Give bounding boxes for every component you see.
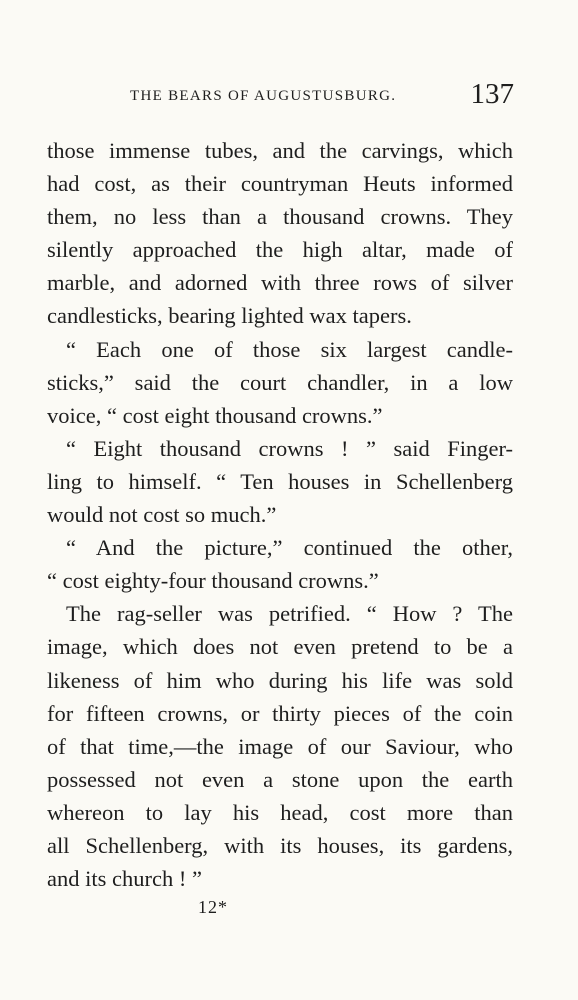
text-line: possessed not even a stone upon the earth [47, 766, 513, 792]
running-head [0, 78, 578, 110]
text-line: ling to himself. “ Ten houses in Schellenberg [47, 468, 513, 494]
text-line: “ And the picture,” continued the other, [66, 535, 513, 561]
text-line: The rag-seller was petrified. “ How ? The [66, 601, 513, 627]
text-line: image, which does not even pretend to be a [47, 634, 513, 660]
text-line: all Schellenberg, with its houses, its gardens, [47, 832, 513, 858]
text-line: sticks,” said the court chandler, in a low [47, 369, 513, 395]
text-line: voice, “ cost eight thousand crowns.” [47, 402, 383, 428]
text-line: had cost, as their countryman Heuts informed [47, 171, 513, 197]
text-line: “ Eight thousand crowns ! ” said Finger- [66, 435, 513, 461]
text-line: marble, and adorned with three rows of silver [47, 270, 513, 296]
text-line: likeness of him who during his life was sold [47, 667, 513, 693]
text-line: silently approached the high altar, made of [47, 237, 513, 263]
text-line: of that time,—the image of our Saviour, who [47, 733, 513, 759]
text-line: those immense tubes, and the carvings, which [47, 138, 513, 163]
signature-mark: 12* [198, 897, 228, 917]
text-line: whereon to lay his head, cost more than [47, 799, 513, 825]
text-line: and its church ! ” [47, 866, 202, 892]
text-line: would not cost so much.” [47, 502, 277, 528]
text-line: them, no less than a thousand crowns. They [47, 204, 513, 230]
running-title: THE BEARS OF AUGUSTUSBURG. [130, 88, 397, 104]
text-line: candlesticks, bearing lighted wax tapers. [47, 303, 412, 329]
text-line: for fifteen crowns, or thirty pieces of the coin [47, 700, 513, 726]
page-number: 137 [470, 78, 514, 110]
text-line: “ Each one of those six largest candle- [66, 336, 513, 362]
body-text [47, 134, 513, 895]
text-line: “ cost eighty-four thousand crowns.” [47, 568, 379, 594]
